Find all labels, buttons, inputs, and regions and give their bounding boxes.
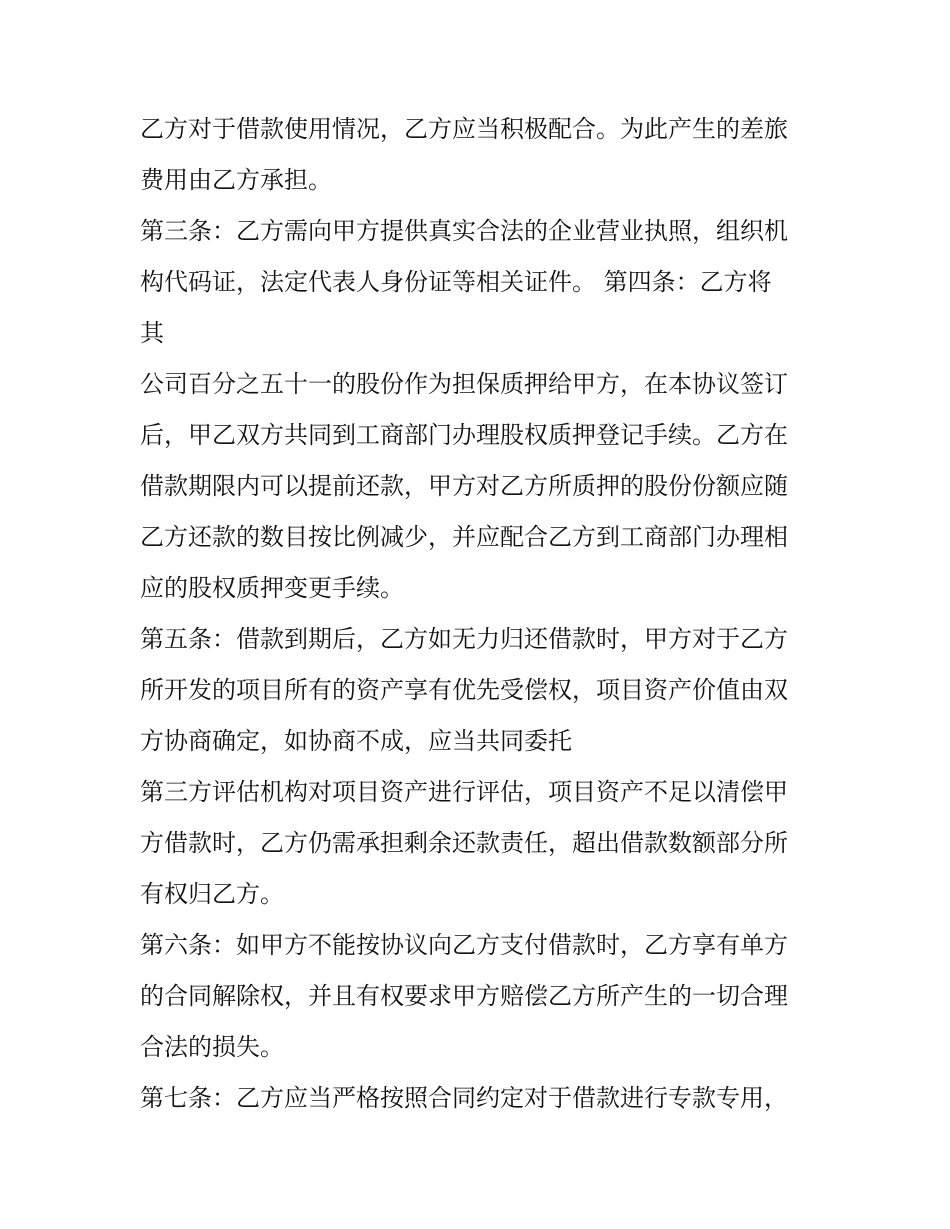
text-line: 第五条：借款到期后，乙方如无力归还借款时，甲方对于乙方 [140, 625, 788, 653]
text-line: 的合同解除权，并且有权要求甲方赔偿乙方所产生的一切合理 [140, 982, 788, 1010]
text-line: 方借款时，乙方仍需承担剩余还款责任，超出借款数额部分所 [140, 829, 788, 857]
text-line: 合法的损失。 [140, 1033, 284, 1061]
text-line: 有权归乙方。 [140, 880, 284, 908]
text-line: 费用由乙方承担。 [140, 166, 332, 194]
text-line: 第三方评估机构对项目资产进行评估，项目资产不足以清偿甲 [140, 778, 788, 806]
text-line: 乙方还款的数目按比例减少，并应配合乙方到工商部门办理相 [140, 523, 788, 551]
text-line: 构代码证，法定代表人身份证等相关证件。 第四条：乙方将 [140, 268, 772, 296]
text-line: 第六条：如甲方不能按协议向乙方支付借款时，乙方享有单方 [140, 931, 788, 959]
text-line: 应的股权质押变更手续。 [140, 574, 404, 602]
text-line: 方协商确定，如协商不成，应当共同委托 [140, 727, 572, 755]
document-body [140, 104, 820, 1124]
text-line: 所开发的项目所有的资产享有优先受偿权，项目资产价值由双 [140, 676, 788, 704]
text-line: 借款期限内可以提前还款，甲方对乙方所质押的股份份额应随 [140, 472, 788, 500]
text-line: 乙方对于借款使用情况，乙方应当积极配合。为此产生的差旅 [140, 115, 788, 143]
text-line: 后，甲乙双方共同到工商部门办理股权质押登记手续。乙方在 [140, 421, 788, 449]
text-line: 第七条：乙方应当严格按照合同约定对于借款进行专款专用， [140, 1084, 788, 1112]
text-line: 第三条：乙方需向甲方提供真实合法的企业营业执照，组织机 [140, 217, 788, 245]
text-line: 其 [140, 319, 164, 347]
text-line: 公司百分之五十一的股份作为担保质押给甲方，在本协议签订 [140, 370, 788, 398]
